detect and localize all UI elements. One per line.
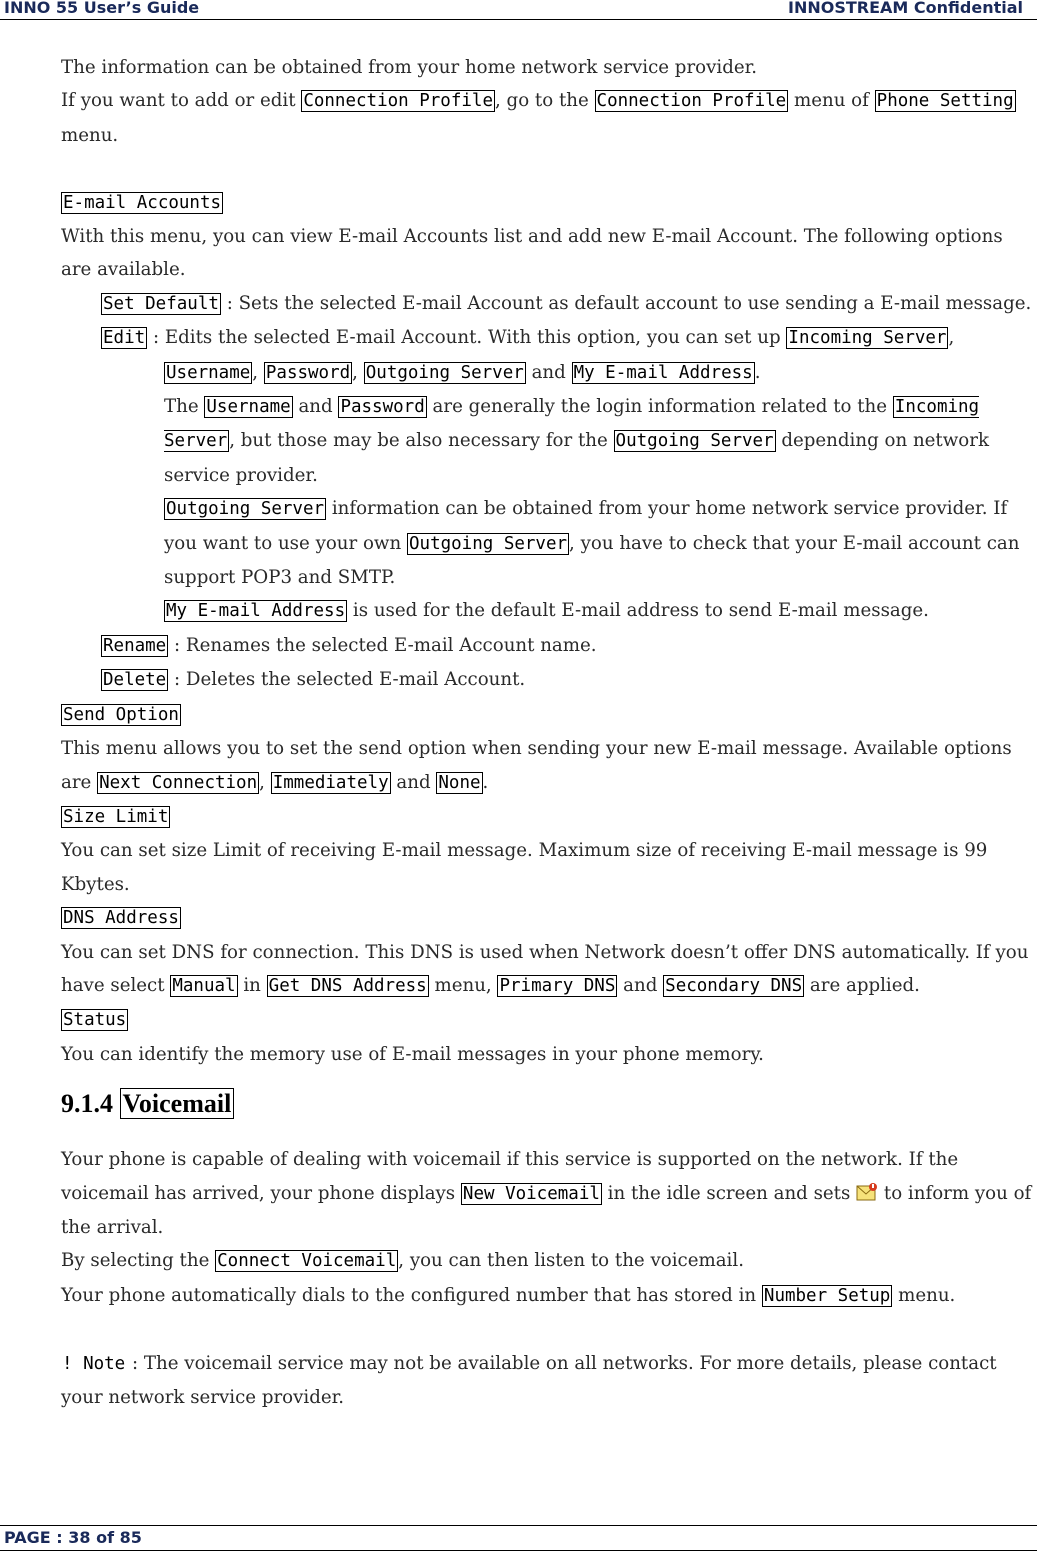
menu-ref-immediately: Immediately (272, 772, 389, 793)
voicemail-envelope-icon (856, 1182, 878, 1202)
header-title: INNO 55 User’s Guide (4, 0, 200, 17)
menu-ref-new-voicemail: New Voicemail (462, 1183, 600, 1204)
menu-ref-connection-profile: Connection Profile (596, 91, 787, 112)
paragraph: This menu allows you to set the send option when sending your new E-mail message. Available options are Next Connection , Immediately and None . (61, 738, 1012, 793)
menu-ref-outgoing-server: Outgoing Server (166, 499, 325, 520)
section-heading (61, 186, 1033, 220)
menu-ref-email-accounts: E-mail Accounts (63, 192, 222, 213)
paragraph: By selecting the Connect Voicemail , you can then listen to the voicemail. (61, 1250, 744, 1272)
section-heading (61, 800, 1033, 834)
menu-ref-outgoing-server: Outgoing Server (615, 431, 774, 452)
paragraph: Your phone is capable of dealing with voicemail if this service is supported on the network. If the voicemail has arrived, your phone displays New Voicemail in the idle screen and sets to inform you of the arrival. (61, 1149, 1032, 1238)
section-heading (61, 698, 1033, 732)
menu-ref-get-dns-address: Get DNS Address (268, 975, 427, 996)
menu-ref-username: Username (206, 397, 291, 418)
section-title-voicemail: 9.1.4 Voicemail (61, 1079, 1033, 1129)
menu-ref-my-email-address: My E-mail Address (573, 362, 753, 383)
menu-ref-next-connection: Next Connection (99, 772, 258, 793)
option-detail: My E-mail Address is used for the default E-mail address to send E-mail message. (166, 600, 929, 622)
option-item: Edit : Edits the selected E-mail Account. With this option, you can set up Incoming Server , Username , Password , Outgoing Server and My E-mail Address . (103, 327, 955, 383)
header-confidential: INNOSTREAM Confidential (788, 0, 1023, 17)
menu-ref-outgoing-server: Outgoing Server (365, 362, 524, 383)
section-heading (61, 1003, 1033, 1037)
option-item: Delete : Deletes the selected E-mail Account. (103, 669, 526, 691)
menu-ref-password: Password (265, 362, 351, 383)
paragraph: You can identify the memory use of E-mail messages in your phone memory. (61, 1043, 764, 1065)
menu-ref-number-setup: Number Setup (763, 1285, 891, 1306)
menu-ref-outgoing-server: Outgoing Server (409, 533, 568, 554)
menu-ref-primary-dns: Primary DNS (499, 975, 616, 996)
page-footer (0, 1525, 1037, 1551)
menu-ref-connect-voicemail: Connect Voicemail (217, 1251, 397, 1272)
menu-ref-my-email-address: My E-mail Address (166, 601, 346, 622)
menu-ref-secondary-dns: Secondary DNS (665, 975, 803, 996)
option-item: Set Default : Sets the selected E-mail Account as default account to use sending a E-mail message. (103, 292, 1032, 314)
menu-ref-none: None (438, 772, 481, 793)
paragraph: With this menu, you can view E-mail Accounts list and add new E-mail Account. The following options are available. (61, 226, 1003, 281)
option-item: Rename : Renames the selected E-mail Account name. (103, 634, 597, 656)
menu-ref-set-default: Set Default (103, 293, 219, 314)
menu-ref-rename: Rename (103, 635, 167, 656)
menu-ref-voicemail: Voicemail (120, 1088, 235, 1119)
option-detail: The Username and Password are generally the login information related to the Incoming Server , but those may be also necessary for the Outgoing Server depending on network service provider. (164, 396, 989, 486)
page-number: PAGE : 38 of 85 (4, 1528, 142, 1547)
menu-ref-size-limit: Size Limit (63, 806, 169, 827)
section-heading (61, 901, 1033, 935)
menu-ref-username: Username (166, 362, 251, 383)
menu-ref-status: Status (63, 1010, 127, 1031)
menu-ref-edit: Edit (103, 328, 146, 349)
menu-ref-delete: Delete (103, 670, 167, 691)
menu-ref-connection-profile: Connection Profile (303, 91, 493, 112)
menu-ref-manual: Manual (172, 975, 236, 996)
menu-ref-incoming-server: Incoming Server (788, 328, 947, 349)
paragraph: The information can be obtained from your home network service provider. (61, 57, 758, 78)
note: ! Note : The voicemail service may not be available on all networks. For more details, please contact your network service provider. (61, 1352, 997, 1408)
option-detail: Outgoing Server information can be obtained from your home network service provider. If you want to use your own Outgoing Server , you have to check that your E-mail account can support POP3 and SMTP. (164, 498, 1020, 589)
paragraph: You can set DNS for connection. This DNS is used when Network doesn’t offer DNS automatically. If you have select Manual in Get DNS Address menu, Primary DNS and Secondary DNS are applied. (61, 941, 1029, 996)
menu-ref-send-option: Send Option (63, 704, 179, 725)
menu-ref-incoming-server: Incoming Server (164, 397, 980, 452)
menu-ref-password: Password (340, 397, 425, 418)
page-content (61, 51, 1033, 1414)
paragraph: You can set size Limit of receiving E-mail message. Maximum size of receiving E-mail message is 99 Kbytes. (61, 840, 988, 895)
paragraph: Your phone automatically dials to the configured number that has stored in Number Setup menu. (61, 1284, 956, 1306)
note-label: ! Note (62, 1353, 126, 1374)
page-header (0, 0, 1037, 20)
paragraph: If you want to add or edit Connection Profile , go to the Connection Profile menu of Phone Setting menu. (61, 90, 1014, 146)
menu-ref-dns-address: DNS Address (63, 908, 179, 929)
menu-ref-phone-setting: Phone Setting (876, 91, 1014, 112)
